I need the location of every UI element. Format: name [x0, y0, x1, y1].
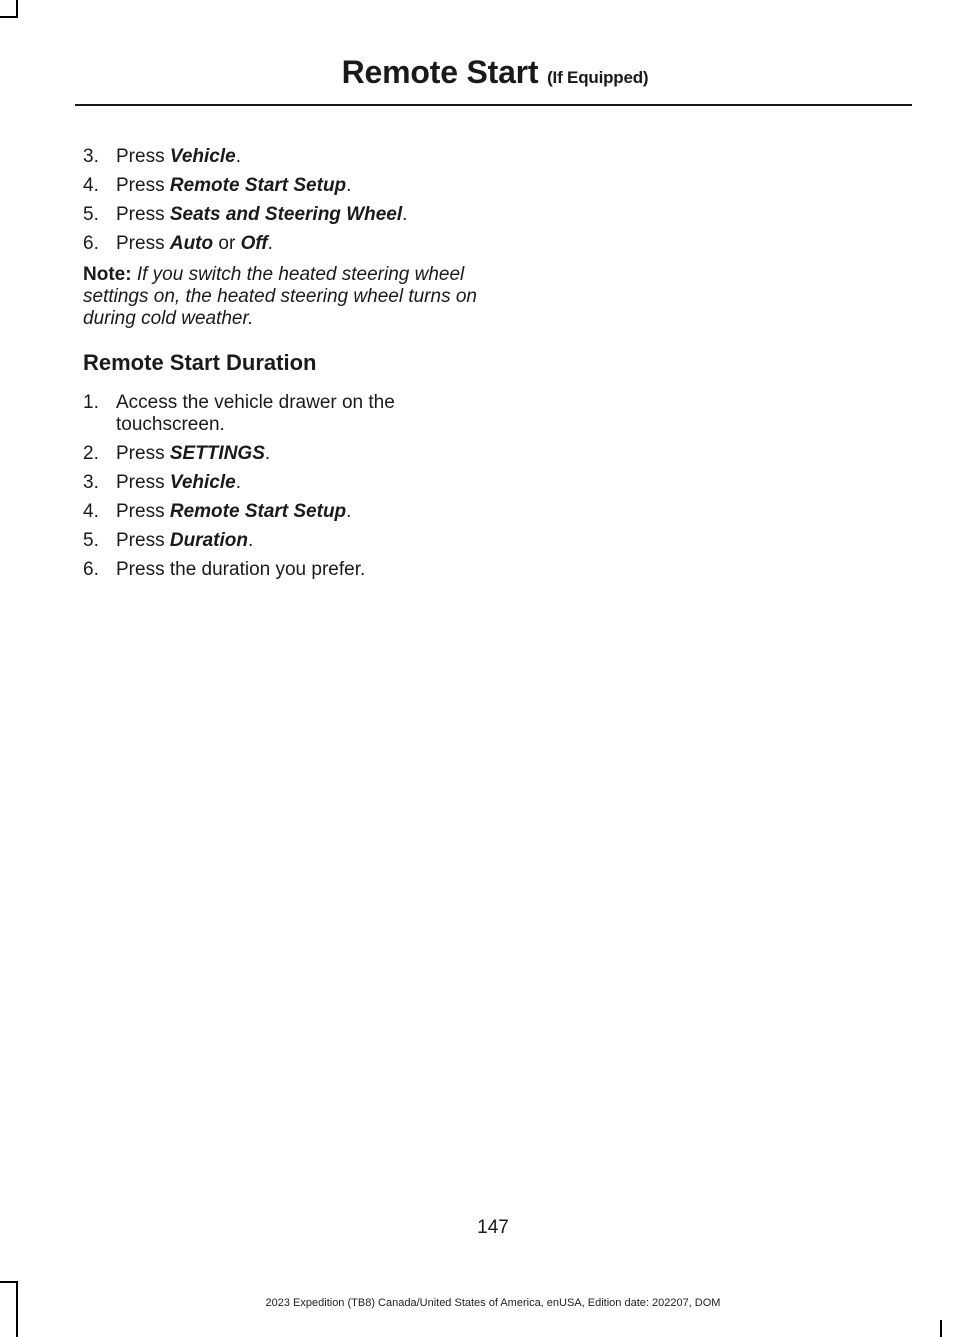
note-block	[83, 264, 493, 330]
step-text-end: .	[235, 146, 241, 167]
step-text: Access the vehicle drawer on the touchscreen.	[116, 392, 395, 435]
step-number: 3.	[83, 472, 99, 493]
page-title	[0, 54, 960, 91]
step-text: Press	[116, 204, 170, 225]
step-text: Press	[116, 443, 170, 464]
step-emphasis: SETTINGS	[169, 443, 265, 464]
step-emphasis: Vehicle	[169, 472, 236, 493]
step-emphasis: Auto	[169, 233, 214, 254]
step-text-end: .	[346, 501, 352, 522]
step-item	[83, 392, 493, 436]
step-number: 5.	[83, 530, 99, 551]
step-text-end: .	[247, 530, 254, 551]
step-emphasis: Duration	[169, 530, 248, 551]
page-content	[83, 146, 493, 588]
step-text-end: .	[267, 233, 273, 254]
step-item	[83, 204, 493, 226]
step-text-end: .	[402, 204, 408, 225]
step-text-end: .	[235, 472, 241, 493]
step-item	[83, 233, 493, 255]
step-number: 3.	[83, 146, 99, 167]
step-number: 6.	[83, 233, 99, 254]
step-item	[83, 472, 493, 494]
step-emphasis: Seats and Steering Wheel	[169, 204, 403, 225]
step-item	[83, 146, 493, 168]
step-text-end: .	[264, 443, 271, 464]
step-text: Press	[116, 146, 170, 167]
crop-mark	[0, 1281, 18, 1283]
crop-mark	[0, 16, 18, 18]
step-emphasis: Vehicle	[169, 146, 236, 167]
step-text: Press	[116, 175, 170, 196]
step-number: 2.	[83, 443, 99, 464]
step-text: Press	[116, 233, 170, 254]
section-heading: Remote Start Duration	[83, 350, 317, 375]
step-text-end: .	[346, 175, 352, 196]
step-item	[83, 501, 493, 523]
page-footer: 2023 Expedition (TB8) Canada/United States of America, enUSA, Edition date: 202207, DOM	[265, 1297, 721, 1309]
step-number: 5.	[83, 204, 99, 225]
step-item	[83, 175, 493, 197]
step-text: Press the duration you prefer.	[116, 559, 366, 580]
step-emphasis: Remote Start Setup	[169, 501, 347, 522]
header-suffix: (If Equipped)	[547, 68, 649, 87]
step-emphasis: Remote Start Setup	[169, 175, 347, 196]
step-number: 1.	[83, 392, 99, 413]
step-text-mid: or	[213, 233, 241, 254]
step-item	[83, 559, 493, 581]
step-text: Press	[116, 501, 170, 522]
step-emphasis-2: Off	[240, 233, 268, 254]
crop-mark	[940, 1320, 942, 1337]
step-number: 6.	[83, 559, 99, 580]
step-item	[83, 530, 493, 552]
step-number: 4.	[83, 175, 99, 196]
step-text: Press	[116, 530, 170, 551]
header-divider	[75, 104, 912, 106]
step-number: 4.	[83, 501, 99, 522]
step-item	[83, 443, 493, 465]
note-label: Note:	[83, 264, 132, 285]
note-text: If you switch the heated steering wheel settings on, the heated steering wheel turns on during cold weather.	[83, 264, 477, 329]
header-title-text: Remote Start	[341, 54, 539, 90]
step-text: Press	[116, 472, 170, 493]
crop-mark	[16, 1281, 18, 1337]
page-number: 147	[477, 1217, 509, 1238]
